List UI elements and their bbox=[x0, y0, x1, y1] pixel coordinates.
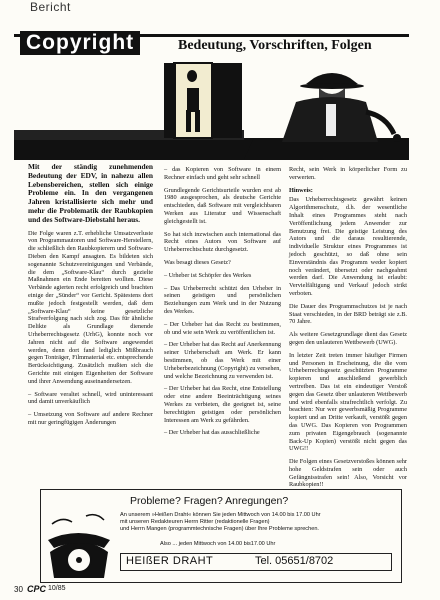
list-item: – Der Urheber hat das Recht auf Anerkennung seiner Urheberschaft am Werk. Er kann bestimmen, ob das Werk mit einer Urheberbezeichnung (Copyright) zu versehen, und welche Bezeichnung zu verwenden ist. bbox=[164, 341, 281, 380]
ad-body bbox=[120, 512, 390, 534]
ad-schedule: Also ... jeden Mittwoch von 14.00 bis17.00 Uhr bbox=[160, 541, 276, 547]
hint-heading: Hinweis: bbox=[289, 186, 313, 194]
paragraph: In letzter Zeit treten immer häufiger Firmen und Personen in Erscheinung, die die vom Urheberrechtsgesetz geschützten Programme kopieren und anschließend gewerblich vertreiben. Das ist ein eindeutiger Verstoß gegen das Gesetz über unlauteren Wettbewerb und wird ebenfalls strafrechtlich verfolgt. Zu beachten: Nur wer gewerbsmäßig Programme kopiert und an Dritte verkauft, verstößt gegen das UWG. Das Kopieren von Programmen zum privaten Eigengebrauch (sogenannte Back-Up Kopien) verstößt nicht gegen das UWG!! bbox=[289, 351, 407, 453]
article-subtitle: Bedeutung, Vorschriften, Folgen bbox=[178, 38, 372, 53]
column-1 bbox=[28, 163, 153, 432]
hotline-phone: Tel. 05651/8702 bbox=[255, 555, 334, 567]
ad-line: und Herrn Mangen (programmtechnische Fragen) über Ihre Probleme sprechen. bbox=[120, 526, 319, 533]
article-title: Copyright bbox=[20, 31, 140, 55]
column-2 bbox=[164, 166, 281, 442]
list-item: – Der Urheber hat das Recht, eine Entstellung oder eine andere Beeinträchtigung seines Werkes zu verbieten, die geeignet ist, seine berechtigten geistigen oder persönlichen Interessen am Werk zu gefährden. bbox=[164, 385, 281, 424]
list-item: – Urheber ist Schöpfer des Werkes bbox=[164, 271, 252, 279]
list-item: – Der Urheber hat das Recht zu bestimmen, ob und wie sein Werk zu veröffentlichen ist. bbox=[164, 320, 281, 336]
section-question: Was besagt dieses Gesetz? bbox=[164, 258, 231, 266]
list-item: – das Kopieren von Software in einem Rechner einfach und geht sehr schnell bbox=[164, 166, 281, 181]
hotline-name: HEIßER DRAHT bbox=[126, 555, 214, 567]
paragraph: Recht, sein Werk in körperlicher Form zu verwerten. bbox=[289, 166, 407, 181]
paragraph: Die Folge waren z.T. erhebliche Umsatzverluste von Programmautoren und Software-Herstellern, die schließlich den Raubkopierern und Software-Dieben den Kampf ansagten. Es bildeten sich sogenannte Schutzvereinigungen und Verbände, die dem „Software-Klau“ durch gezielte Maßnahmen ein Ende bereiten wollten. Diese Verbände agierten recht erfolgreich und brachten einige der „Sünder“ vor Gericht. Spätestens dort mußte jedoch festgestellt werden, daß dem „Software-Klau“ keine gesetzliche Strafverfolgung nach sich zog. Das für ähnliche Delikte als Grundlage dienende Urheberrechtsgesetz (UrhG), konnte noch vor Jahren nicht auf die Software angewendet werden, denn dort fand lediglich Mißbrauch gegen Tonträger, Filmmaterial etc. entsprechende Berücksichtigung. Zusätzlich mußten sich die Gerichte mit einigen Eigenheiten der Software und ihrer Anwendung auseinandersetzen. bbox=[28, 229, 153, 385]
lead-paragraph: Mit der ständig zunehmenden Bedeutung der EDV, in nahezu allen Lebensbereichen, stellen sich einige Probleme ein. In den vergangenen Jahren kristallisierte sich mehr und mehr die Problematik der Raubkopien und des Software-Diebstahl heraus. bbox=[28, 162, 153, 224]
paragraph: Die Folgen eines Gesetzverstoßes können sehr hohe Geldstrafen sein oder auch Gefängnisstrafen sein! Also, Vorsicht vor Raubkopien!! bbox=[289, 458, 407, 489]
page-number: 30 bbox=[14, 585, 23, 594]
issue-number: 10/85 bbox=[48, 585, 66, 592]
burglar-at-door-and-detective-illustration bbox=[14, 60, 409, 160]
magazine-logo: CPC bbox=[27, 584, 47, 594]
list-item: – Software veraltet schnell, wird uninteressant und damit unverkäuflich bbox=[28, 390, 153, 406]
ad-headline: Probleme? Fragen? Anregungen? bbox=[130, 495, 289, 507]
paragraph: Als weitere Gesetzgrundlage dient das Gesetz gegen den unlauteren Wettbewerb (UWG). bbox=[289, 331, 407, 346]
list-item: – Umsetzung von Software auf andere Rechner mit nur geringfügigen Änderungen bbox=[28, 411, 153, 426]
paragraph: So hat sich inzwischen auch international das Recht eines Autors von Software auf Urheberrechtschutz durchgesetzt. bbox=[164, 230, 281, 254]
paragraph: Das Urheberrechtsgesetz gewährt keinen Algorithmenschutz, d.h. der wesentliche Inhalt eines Programmes steht nach Veröffentlichung jedem Anwender zur Benutzung frei. Die geistige Leistung des Autors und die daraus resultierende, individuelle Struktur eines Programmes ist jedoch geschützt, so daß ohne sein Einverständnis das Programm weder kopiert noch verändert, übersetzt oder nachgeahmt werden darf. Die Anwendung ist erlaubt: Vervielfältigung und Verkauf jedoch strikt verboten. bbox=[289, 196, 407, 297]
paragraph: Grundlegende Gerichtsurteile wurden erst ab 1980 ausgesprochen, als deutsche Gerichte entschieden, daß Software mit vergleichbaren Werken aus Literatur und Wissenschaft gleichgestellt ist. bbox=[164, 186, 281, 225]
list-item: – Der Urheber hat das ausschließliche bbox=[164, 429, 260, 437]
ad-line: An unserem »Heißen Draht« können Sie jeden Mittwoch von 14.00 bis 17.00 Uhr bbox=[120, 512, 321, 518]
section-label: Bericht bbox=[30, 0, 71, 14]
paragraph: Die Dauer des Programmschutzes ist je nach Staat verschieden, in der BRD beträgt sie z.B. 70 Jahre. bbox=[289, 302, 407, 326]
telephone-icon bbox=[46, 510, 112, 580]
ad-line: mit unseren Redakteuren Herrn Ritter (redaktionelle Fragen) bbox=[120, 519, 270, 526]
list-item: – Das Urheberrecht schützt den Urheber in seinen geistigen und persönlichen Beziehungen zum Werk und in der Nutzung des Werkes. bbox=[164, 284, 281, 315]
column-3 bbox=[289, 166, 407, 494]
